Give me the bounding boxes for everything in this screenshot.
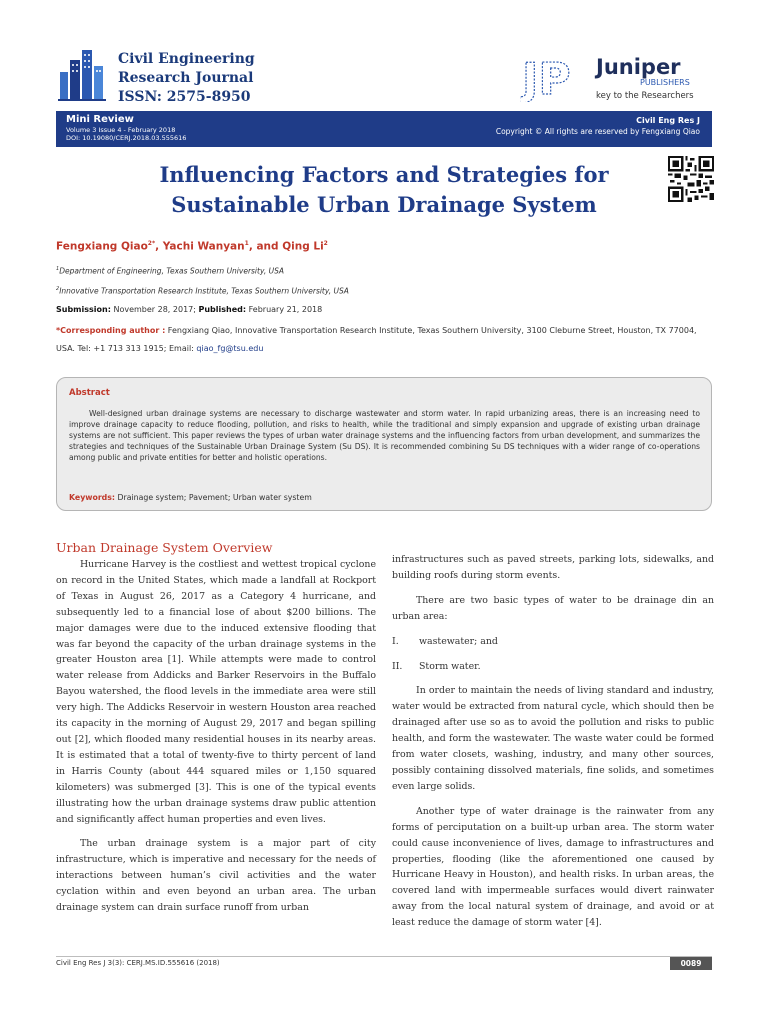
body-paragraph: infrastructures such as paved streets, parking lots, sidewalks, and building roofs during storm events. bbox=[392, 554, 714, 581]
keywords-label: Keywords: bbox=[69, 493, 116, 502]
article-type: Mini Review bbox=[66, 114, 134, 125]
author-2: Yachi Wanyan bbox=[162, 240, 245, 253]
title-line2: Sustainable Urban Drainage System bbox=[171, 192, 597, 217]
publisher-name: Juniper bbox=[596, 55, 681, 79]
article-title bbox=[80, 160, 688, 220]
published-date: February 21, 2018 bbox=[246, 305, 323, 314]
body-paragraph: Hurricane Harvey is the costliest and wettest tropical cyclone on record in the United States, which made a landfall at Rockport of Texas in August 26, 2017 as a Category 4 hurricane, and subsequently led to a financial lose of about $200 billions. The major damages were due to the induced extensive flooding that was far beyond the capacity of the urban drainage systems in the greater Houston area [1]. While attempts were made to control water release from Addicks and Barker Reservoirs in the Buffalo Bayou watershed, the flood levels in the immediate area were still very high. The Addicks Reservoir in western Houston area reached its capacity in the morning of August 29, 2017 and began spilling out [2], which flooded many residential houses in its nearby areas. It is estimated that a total of twenty-five to thirty percent of land in Harris County (about 444 squared miles or 1,150 squared kilometers) was submerged [3]. This is one of the typical events illustrating how the urban drainage systems draw public attention and significantly affect human properties and even lives. bbox=[56, 559, 376, 825]
affiliation-1-text: Department of Engineering, Texas Southern University, USA bbox=[59, 266, 284, 276]
page-number: 0089 bbox=[670, 957, 712, 970]
abstract-box bbox=[56, 377, 712, 511]
volume-info: Volume 3 Issue 4 - February 2018 bbox=[66, 126, 176, 134]
author-1: Fengxiang Qiao bbox=[56, 240, 148, 253]
keywords bbox=[69, 493, 312, 502]
publisher-tagline: key to the Researchers bbox=[596, 91, 694, 101]
list-item bbox=[392, 634, 714, 650]
journal-issn: ISSN: 2575-8950 bbox=[118, 89, 251, 105]
doi-info: DOI: 10.19080/CERJ.2018.03.555616 bbox=[66, 134, 187, 142]
dates bbox=[56, 305, 322, 314]
published-label: Published: bbox=[198, 305, 247, 314]
email-link[interactable]: qiao_fg@tsu.edu bbox=[196, 343, 264, 353]
author-3: Qing Li bbox=[282, 240, 324, 253]
affiliation-1-sup: 1 bbox=[56, 266, 60, 272]
body-paragraph: In order to maintain the needs of living standard and industry, water would be extracted from natural cycle, which should then be drainaged after use so as to avoid the pollution and risks to public health, and form the wastewater. The waste water could be formed from water closets, washing, industry, and many other sources, possibly containing dissolved materials, fine solids, and sometimes even large solids. bbox=[392, 685, 714, 792]
footer-divider bbox=[56, 956, 712, 957]
qr-code-icon bbox=[668, 156, 714, 202]
author-sep-2: , and bbox=[248, 240, 283, 253]
corresponding-label: *Corresponding author : bbox=[56, 326, 166, 335]
abstract-text: Well-designed urban drainage systems are necessary to discharge wastewater and storm water. In rapid urbanizing areas, there is an increasing need to improve drainage capacity to reduce flooding, pollution, and risks to health, while the traditional and simply expansion and upgrade of existing urban drainage systems are not sufficient. This paper reviews the types of urban water drainage systems and the influencing factors from urban development, and summarizes the strategies and techniques of the Sustainable Urban Drainage System (Su DS). It is recommended combining Su DS techniques with a wider range of co-operations among public and private entities for better and holistic operations. bbox=[69, 409, 700, 462]
author-3-sup: 2 bbox=[323, 240, 328, 247]
right-column bbox=[392, 552, 714, 940]
affiliation-2-sup: 2 bbox=[56, 286, 60, 292]
left-column bbox=[56, 557, 376, 925]
copyright-text: Copyright © All rights are reserved by Fengxiang Qiao bbox=[495, 127, 700, 136]
body-paragraph: There are two basic types of water to be drainage din an urban area: bbox=[392, 594, 714, 622]
affiliation-2 bbox=[56, 286, 349, 296]
footer-citation: Civil Eng Res J 3(3): CERJ.MS.ID.555616 (2018) bbox=[56, 959, 220, 967]
list-number: I. bbox=[392, 635, 399, 647]
author-2-sup: 1 bbox=[244, 240, 249, 247]
author-list bbox=[56, 240, 328, 253]
corresponding-author bbox=[56, 322, 716, 357]
affiliation-2-text: Innovative Transportation Research Institute, Texas Southern University, USA bbox=[59, 286, 349, 296]
list-number: II. bbox=[392, 660, 403, 672]
list-text: Storm water. bbox=[419, 660, 481, 672]
publisher-logo bbox=[520, 50, 720, 102]
author-sep-1: , bbox=[155, 240, 163, 253]
submission-date: November 28, 2017; bbox=[110, 305, 199, 314]
publisher-monogram: JP bbox=[522, 54, 571, 102]
title-line1: Influencing Factors and Strategies for bbox=[159, 162, 609, 187]
publisher-sub: PUBLISHERS bbox=[640, 78, 690, 87]
journal-short: Civil Eng Res J bbox=[636, 116, 700, 125]
list-item bbox=[392, 659, 714, 675]
section-heading: Urban Drainage System Overview bbox=[56, 540, 273, 555]
journal-name-line1: Civil Engineering bbox=[118, 51, 255, 67]
body-paragraph: Another type of water drainage is the rainwater from any forms of perciputation on a built-up urban area. The storm water could cause inconvenience of lives, damage to infrastructures and properties, flooding (like the aforementioned one caused by Hurricane Heavy in Houston), and health risks. In urban areas, the covered land with impermeable surfaces would divert rainwater away from the local natural system of drainage, and avoid or at least reduce the damage of storm water [4]. bbox=[392, 805, 714, 929]
journal-logo bbox=[58, 46, 108, 102]
body-paragraph: The urban drainage system is a major part of city infrastructure, which is imperative and necessary for the needs of interactions between human’s civil activities and the water cyclation within and even beyond an urban area. The urban drainage system can drain surface runoff from urban bbox=[56, 838, 376, 914]
journal-name-line2: Research Journal bbox=[118, 70, 254, 86]
submission-label: Submission: bbox=[56, 305, 111, 314]
author-1-sup: 2* bbox=[147, 240, 156, 247]
journal-title bbox=[118, 50, 255, 107]
list-text: wastewater; and bbox=[419, 635, 498, 647]
abstract-heading: Abstract bbox=[69, 388, 110, 398]
corresponding-text: Fengxiang Qiao, Innovative Transportation Research Institute, Texas Southern University, 3100 Cleburne Street, Houston, TX 77004, USA. Tel: +1 713 313 1915; Email: bbox=[56, 326, 697, 353]
keywords-text: Drainage system; Pavement; Urban water system bbox=[115, 493, 312, 502]
affiliation-1 bbox=[56, 266, 284, 276]
article-banner bbox=[56, 111, 712, 147]
